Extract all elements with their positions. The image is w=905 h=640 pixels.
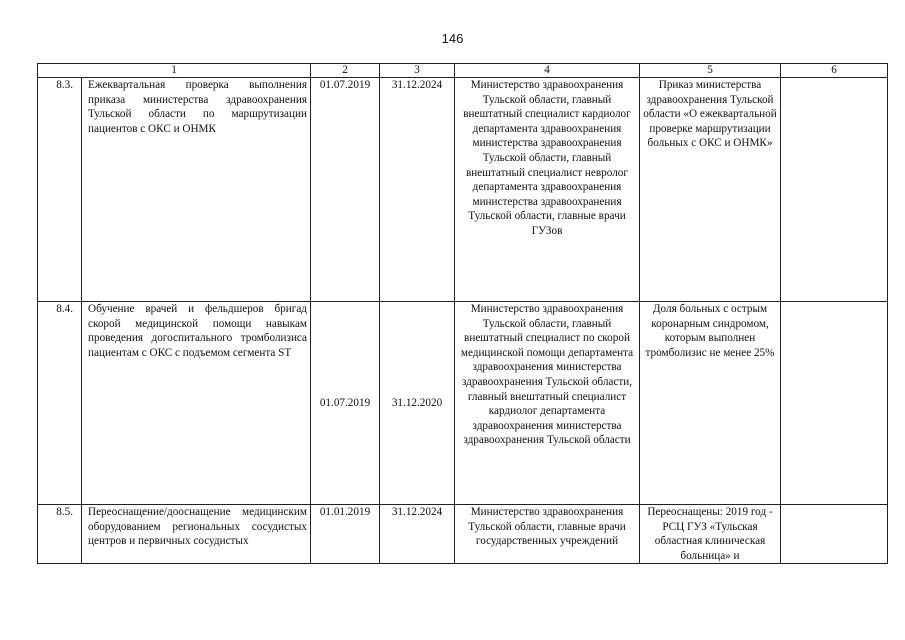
- header-row: [38, 64, 888, 78]
- header-cell-2: 2: [311, 64, 380, 78]
- end-date: 31.12.2020: [380, 302, 455, 505]
- table-row: [38, 78, 888, 302]
- table-row: [38, 505, 888, 564]
- header-cell-1: 1: [38, 64, 311, 78]
- measure-name: Обучение врачей и фельдшеров бригад скорой медицинской помощи навыкам проведения догоспитального тромболизиса пациентам с ОКС с подъемом сегмента ST: [82, 302, 311, 505]
- start-date: 01.01.2019: [311, 505, 380, 564]
- result-cell: Переоснащены: 2019 год - РСЦ ГУЗ «Тульская областная клиническая больница» и: [640, 505, 781, 564]
- page-number: 146: [441, 31, 464, 46]
- measures-table: [37, 63, 888, 564]
- row-number: 8.4.: [38, 302, 82, 505]
- header-cell-6: 6: [781, 64, 888, 78]
- result-cell: Приказ министерства здравоохранения Тульской области «О ежеквартальной проверке маршрутизации больных с ОКС и ОНМК»: [640, 78, 781, 302]
- row-number: 8.5.: [38, 505, 82, 564]
- end-date: 31.12.2024: [380, 78, 455, 302]
- table-row: [38, 302, 888, 505]
- note-cell: [781, 505, 888, 564]
- end-date: 31.12.2024: [380, 505, 455, 564]
- header-cell-3: 3: [380, 64, 455, 78]
- measure-name: Переоснащение/дооснащение медицинским оборудованием региональных сосудистых центров и первичных сосудистых: [82, 505, 311, 564]
- row-number: 8.3.: [38, 78, 82, 302]
- header-cell-5: 5: [640, 64, 781, 78]
- measure-name: Ежеквартальная проверка выполнения приказа министерства здравоохранения Тульской области по маршрутизации пациентов с ОКС и ОНМК: [82, 78, 311, 302]
- header-cell-4: 4: [455, 64, 640, 78]
- start-date: 01.07.2019: [311, 302, 380, 505]
- note-cell: [781, 302, 888, 505]
- responsible-cell: Министерство здравоохранения Тульской области, главный внештатный специалист по скорой медицинской помощи департамента здравоохранения министерства здравоохранения Тульской области, главный внештатный специалист кардиолог департамента здравоохранения министерства здравоохранения Тульской области: [455, 302, 640, 505]
- responsible-cell: Министерство здравоохранения Тульской области, главный внештатный специалист кардиолог департамента здравоохранения министерства здравоохранения Тульской области, главный внештатный специалист невролог департамента здравоохранения министерства здравоохранения Тульской области, главные врачи ГУЗов: [455, 78, 640, 302]
- result-cell: Доля больных с острым коронарным синдромом, которым выполнен тромболизис не менее 25%: [640, 302, 781, 505]
- responsible-cell: Министерство здравоохранения Тульской области, главные врачи государственных учреждений: [455, 505, 640, 564]
- note-cell: [781, 78, 888, 302]
- start-date: 01.07.2019: [311, 78, 380, 302]
